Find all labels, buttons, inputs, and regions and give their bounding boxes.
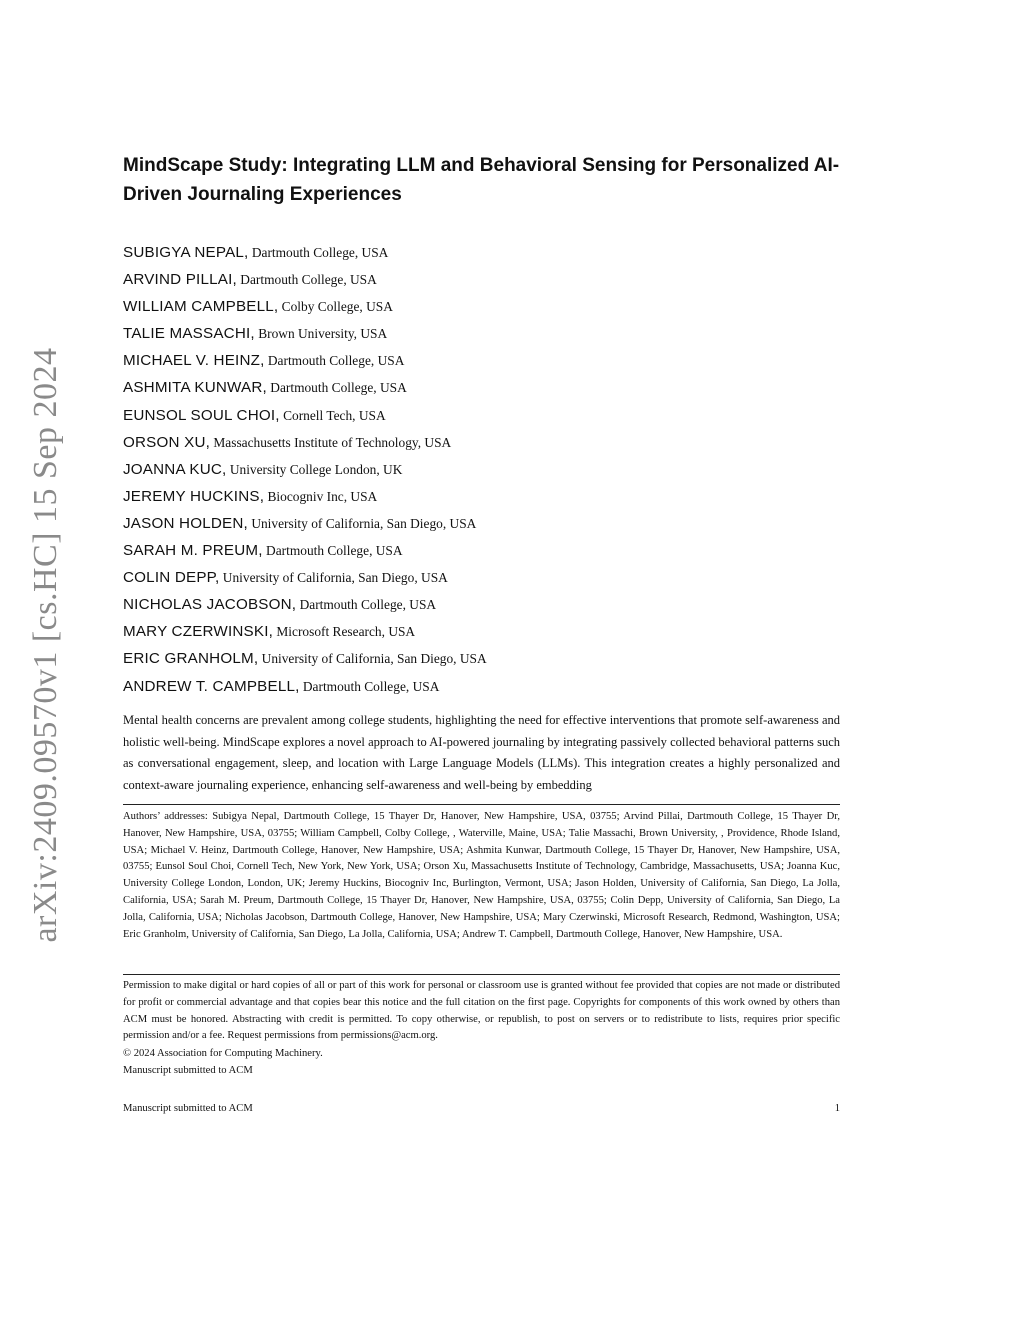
author-affiliation: Dartmouth College, USA bbox=[299, 678, 440, 694]
author-affiliation: Dartmouth College, USA bbox=[266, 380, 407, 396]
author-entry bbox=[123, 675, 487, 702]
author-name: JASON HOLDEN, bbox=[123, 514, 248, 532]
permission-divider bbox=[123, 974, 840, 975]
author-affiliation: Cornell Tech, USA bbox=[279, 407, 386, 423]
author-name: ORSON XU, bbox=[123, 433, 211, 451]
author-affiliation: Dartmouth College, USA bbox=[262, 543, 403, 559]
footer-venue: Manuscript submitted to ACM bbox=[123, 1103, 253, 1114]
copyright-notice: © 2024 Association for Computing Machinery. bbox=[123, 1048, 323, 1059]
author-affiliation: Dartmouth College, USA bbox=[296, 597, 437, 613]
author-affiliation: University College London, UK bbox=[226, 461, 403, 477]
author-affiliation: Dartmouth College, USA bbox=[248, 245, 389, 260]
author-entry bbox=[123, 295, 487, 322]
page-number: 1 bbox=[834, 1103, 840, 1114]
permission-notice: Permission to make digital or hard copies of all or part of this work for personal or classroom use is granted without fee provided that copies are not made or distributed for profit or commercial advantage and that copies bear this notice and the full citation on the first page. Copyrights for components of this work owned by others than ACM must be honored. Abstracting with credit is permitted. To copy otherwise, or republish, to post on servers or to redistribute to lists, requires prior specific permission and/or a fee. Request permissions from permissions@acm.org. bbox=[123, 980, 840, 1042]
author-entry bbox=[123, 241, 487, 268]
author-name: EUNSOL SOUL CHOI, bbox=[123, 406, 280, 424]
author-entry bbox=[123, 593, 487, 620]
author-affiliation: Brown University, USA bbox=[254, 326, 388, 342]
author-name: MICHAEL V. HEINZ, bbox=[123, 352, 265, 370]
author-entry bbox=[123, 458, 487, 485]
author-affiliation: Microsoft Research, USA bbox=[273, 624, 416, 640]
author-list bbox=[123, 241, 487, 702]
author-entry bbox=[123, 322, 487, 349]
author-affiliation: Dartmouth College, USA bbox=[264, 353, 405, 369]
author-affiliation: University of California, San Diego, USA bbox=[258, 651, 487, 667]
author-name: WILLIAM CAMPBELL, bbox=[123, 298, 279, 316]
author-affiliation: University of California, San Diego, USA bbox=[219, 570, 448, 586]
author-entry bbox=[123, 268, 487, 295]
author-entry bbox=[123, 512, 487, 539]
manuscript-note: Manuscript submitted to ACM bbox=[123, 1065, 253, 1076]
author-entry bbox=[123, 376, 487, 403]
author-name: JEREMY HUCKINS, bbox=[123, 487, 265, 505]
author-name: JOANNA KUC, bbox=[123, 460, 227, 478]
author-entry bbox=[123, 620, 487, 647]
author-entry bbox=[123, 404, 487, 431]
author-entry bbox=[123, 647, 487, 674]
author-name: ANDREW T. CAMPBELL, bbox=[123, 677, 300, 695]
author-affiliation: Dartmouth College, USA bbox=[236, 272, 377, 288]
authors-addresses: Authors’ addresses: Subigya Nepal, Dartmouth College, 15 Thayer Dr, Hanover, New Hampshire, USA, 03755; Arvind Pillai, Dartmouth College, 15 Thayer Dr, Hanover, New Hampshire, USA, 03755; William Campbell, Colby College, , Waterville, Maine, USA; Talie Massachi, Brown University, , Providence, Rhode Island, USA; Michael V. Heinz, Dartmouth College, Hanover, New Hampshire, USA; Ashmita Kunwar, Dartmouth College, 15 Thayer Dr, Hanover, New Hampshire, USA, 03755; Eunsol Soul Choi, Cornell Tech, New York, New York, USA; Orson Xu, Massachusetts Institute of Technology, Cambridge, Massachusetts, USA; Joanna Kuc, University College London, London, UK; Jeremy Huckins, Biocogniv Inc, Burlington, Vermont, USA; Jason Holden, University of California, San Diego, La Jolla, California, USA; Sarah M. Preum, Dartmouth College, 15 Thayer Dr, Hanover, New Hampshire, USA, 03755; Colin Depp, University of California, San Diego, La Jolla, California, USA; Nicholas Jacobson, Dartmouth College, Hanover, New Hampshire, USA; Mary Czerwinski, Microsoft Research, Redmond, Washington, USA; Eric Granholm, University of California, San Diego, La Jolla, California, USA; Andrew T. Campbell, Dartmouth College, Hanover, New Hampshire, USA. bbox=[123, 811, 840, 940]
arxiv-identifier-stamp: arXiv:2409.09570v1 [cs.HC] 15 Sep 2024 bbox=[27, 347, 64, 943]
author-name: ERIC GRANHOLM, bbox=[123, 650, 259, 668]
author-entry bbox=[123, 539, 487, 566]
author-name: TALIE MASSACHI, bbox=[123, 325, 255, 343]
author-name: ASHMITA KUNWAR, bbox=[123, 379, 267, 397]
author-affiliation: Massachusetts Institute of Technology, USA bbox=[210, 434, 452, 450]
abstract: Mental health concerns are prevalent among college students, highlighting the need for effective interventions that promote self-awareness and holistic well-being. MindScape explores a novel approach to AI-powered journaling by integrating passively collected behavioral patterns such as conversational engagement, sleep, and location with Large Language Models (LLMs). This integration creates a highly personalized and context-aware journaling experience, enhancing self-awareness and well-being by embedding bbox=[123, 713, 840, 792]
author-name: MARY CZERWINSKI, bbox=[123, 623, 274, 641]
author-name: SARAH M. PREUM, bbox=[123, 542, 263, 560]
author-affiliation: Colby College, USA bbox=[278, 299, 393, 315]
author-affiliation: Biocogniv Inc, USA bbox=[264, 488, 378, 504]
author-name: NICHOLAS JACOBSON, bbox=[123, 596, 297, 614]
paper-title: MindScape Study: Integrating LLM and Behavioral Sensing for Personalized AI-Driven Journaling Experiences bbox=[123, 155, 840, 205]
author-name: SUBIGYA NEPAL, bbox=[123, 244, 249, 261]
author-entry bbox=[123, 431, 487, 458]
author-affiliation: University of California, San Diego, USA bbox=[247, 515, 477, 531]
author-entry bbox=[123, 349, 487, 376]
footnote-divider bbox=[123, 804, 840, 805]
author-entry bbox=[123, 566, 487, 593]
author-name: ARVIND PILLAI, bbox=[123, 271, 237, 289]
author-entry bbox=[123, 485, 487, 512]
author-name: COLIN DEPP, bbox=[123, 569, 220, 587]
